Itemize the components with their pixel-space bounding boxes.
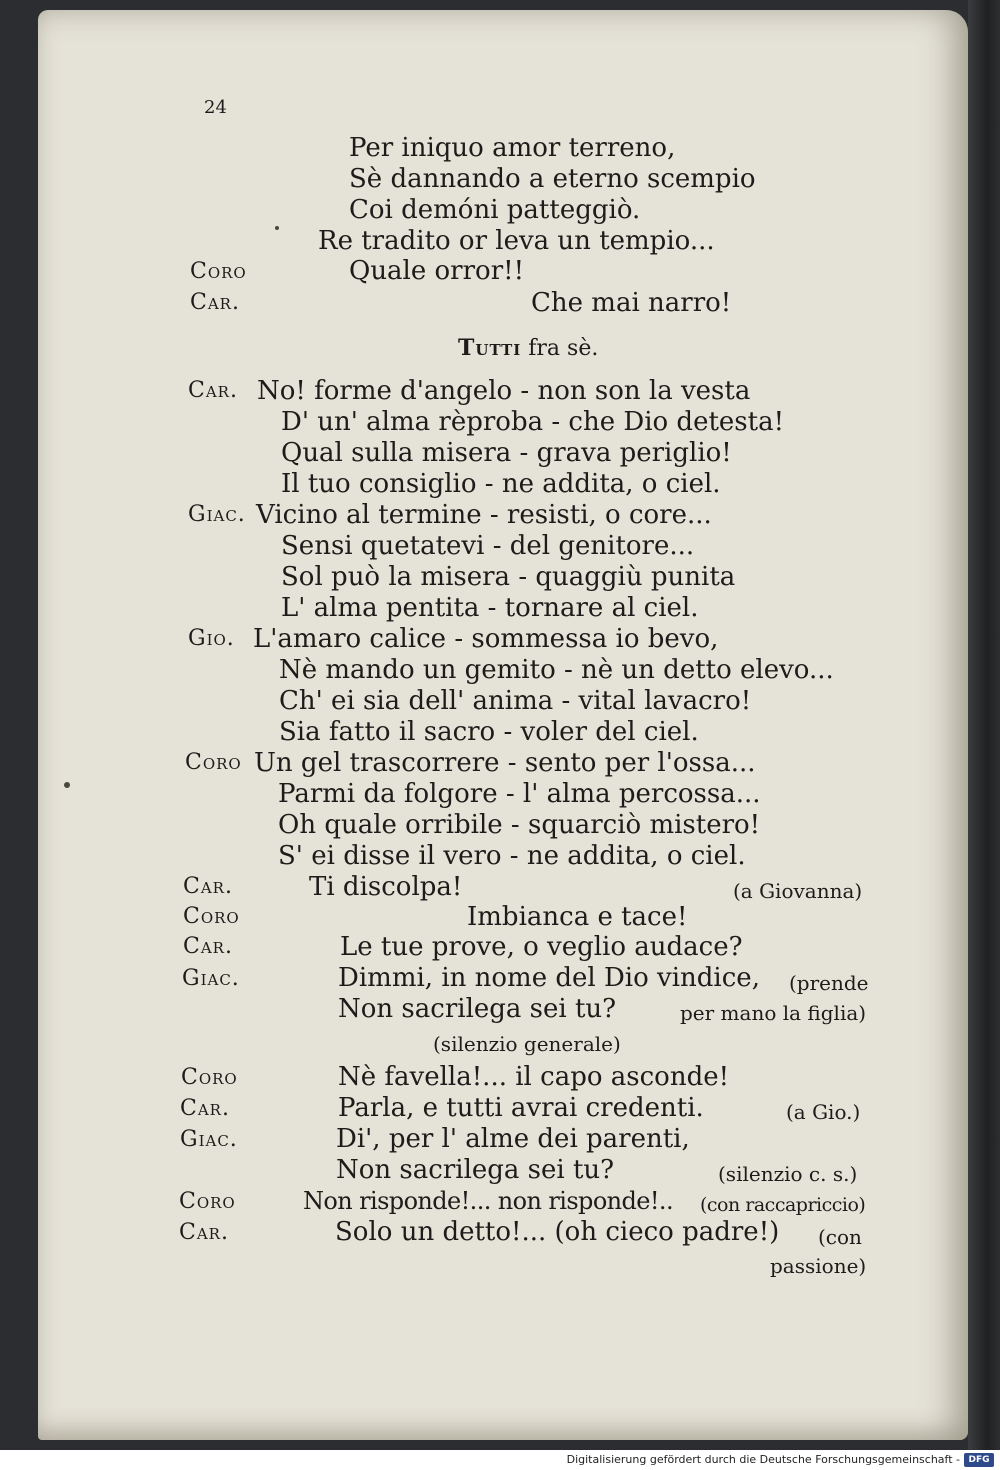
paper-speck xyxy=(64,782,70,788)
verse-line: Per iniquo amor terreno, xyxy=(349,133,676,163)
speaker-label: Car. xyxy=(179,1220,229,1245)
verse-line: Sensi quetatevi - del genitore... xyxy=(281,531,695,561)
verse-line: Le tue prove, o veglio audace? xyxy=(340,932,743,962)
verse-line: No! forme d'angelo - non son la vesta xyxy=(257,376,751,406)
stage-direction: (silenzio generale) xyxy=(433,1032,621,1056)
verse-line: Coi demóni patteggiò. xyxy=(349,195,641,225)
stage-direction: (con raccapriccio) xyxy=(700,1194,866,1216)
verse-line: Sia fatto il sacro - voler del ciel. xyxy=(279,717,699,747)
speaker-label: Car. xyxy=(190,290,240,315)
verse-line: Sè dannando a eterno scempio xyxy=(349,164,756,194)
paper-speck xyxy=(275,226,279,230)
footer-credit: Digitalisierung gefördert durch die Deutsche Forschungsgemeinschaft - xyxy=(566,1453,960,1466)
verse-line: Solo un detto!... (oh cieco padre!) xyxy=(335,1217,780,1247)
verse-line: Dimmi, in nome del Dio vindice, xyxy=(338,963,760,993)
digitization-footer xyxy=(0,1450,1000,1470)
speaker-label: Giac. xyxy=(180,1127,238,1152)
stage-heading xyxy=(458,333,598,364)
verse-line: Un gel trascorrere - sento per l'ossa... xyxy=(254,748,756,778)
stage-direction: per mano la figlia) xyxy=(680,1001,867,1025)
heading-name: Tutti xyxy=(458,335,522,361)
verse-line: Vicino al termine - resisti, o core... xyxy=(256,500,712,530)
verse-line: S' ei disse il vero - ne addita, o ciel. xyxy=(278,841,746,871)
speaker-label: Car. xyxy=(183,874,233,899)
verse-line: D' un' alma rèproba - che Dio detesta! xyxy=(281,407,785,437)
verse-line: Di', per l' alme dei parenti, xyxy=(336,1124,690,1154)
verse-line: Parla, e tutti avrai credenti. xyxy=(338,1093,704,1123)
verse-line: L'amaro calice - sommessa io bevo, xyxy=(253,624,719,654)
speaker-label: Giac. xyxy=(188,502,246,527)
verse-line: Nè favella!... il capo asconde! xyxy=(338,1062,730,1092)
verse-line: L' alma pentita - tornare al ciel. xyxy=(281,593,699,623)
verse-line: Il tuo consiglio - ne addita, o ciel. xyxy=(281,469,721,499)
speaker-label: Coro xyxy=(181,1065,238,1090)
stage-direction: (con xyxy=(818,1225,862,1249)
page-number: 24 xyxy=(204,97,227,118)
verse-line: Re tradito or leva un tempio... xyxy=(318,226,715,256)
stage-direction: (a Gio.) xyxy=(786,1100,861,1124)
verse-line: Parmi da folgore - l' alma percossa... xyxy=(278,779,761,809)
speaker-label: Car. xyxy=(183,934,233,959)
verse-line: Ti discolpa! xyxy=(309,872,463,902)
speaker-label: Coro xyxy=(190,259,247,284)
verse-line: Che mai narro! xyxy=(531,288,732,318)
speaker-label: Coro xyxy=(179,1189,236,1214)
speaker-label: Coro xyxy=(185,750,242,775)
speaker-label: Giac. xyxy=(182,966,240,991)
verse-line: Non sacrilega sei tu? xyxy=(338,994,617,1024)
verse-line: Non sacrilega sei tu? xyxy=(336,1155,615,1185)
stage-direction: (a Giovanna) xyxy=(733,879,863,903)
stage-direction: (prende xyxy=(789,971,869,995)
heading-rest: fra sè. xyxy=(528,336,599,361)
verse-line: Non risponde!... non risponde!.. xyxy=(303,1187,673,1215)
dfg-logo-icon: DFG xyxy=(964,1453,994,1467)
verse-line: Oh quale orribile - squarciò mistero! xyxy=(278,810,761,840)
stage-direction: passione) xyxy=(770,1254,867,1278)
verse-line: Quale orror!! xyxy=(349,256,525,286)
verse-line: Qual sulla misera - grava periglio! xyxy=(281,438,732,468)
stage-direction: (silenzio c. s.) xyxy=(718,1162,858,1186)
speaker-label: Gio. xyxy=(188,626,235,651)
verse-line: Ch' ei sia dell' anima - vital lavacro! xyxy=(279,686,752,716)
verse-line: Nè mando un gemito - nè un detto elevo... xyxy=(279,655,834,685)
verse-line: Imbianca e tace! xyxy=(467,902,688,932)
speaker-label: Car. xyxy=(180,1096,230,1121)
verse-line: Sol può la misera - quaggiù punita xyxy=(281,562,736,592)
speaker-label: Car. xyxy=(188,378,238,403)
speaker-label: Coro xyxy=(183,904,240,929)
book-spine-edge xyxy=(968,0,1000,1450)
